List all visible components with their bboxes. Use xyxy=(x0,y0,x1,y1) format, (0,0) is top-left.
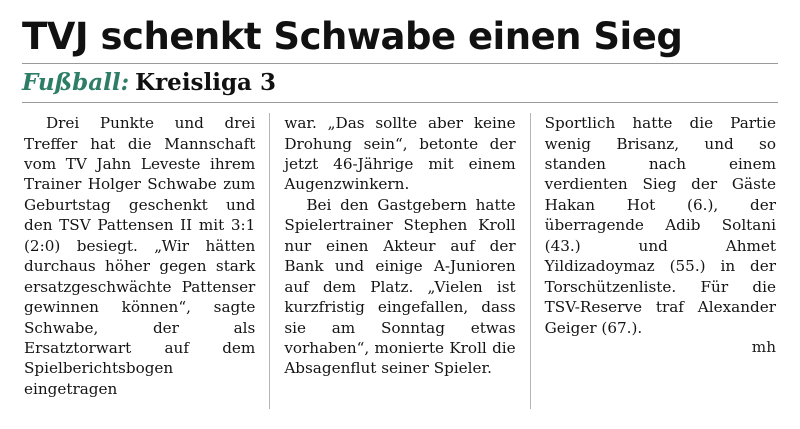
divider-middle xyxy=(22,102,778,103)
kicker-sport: Fußball: xyxy=(22,68,130,96)
kicker-league: Kreisliga 3 xyxy=(135,68,276,96)
paragraph: Drei Punkte und drei Treffer hat die Mannschaft vom TV Jahn Leveste ihrem Trainer Holger Schwabe zum Geburtstag geschenkt und den TSV Pattensen II mit 3:1 (2:0) besiegt. „Wir hätten durchaus höher gegen stark ersatzgeschwächte Pattenser gewinnen können“, sagte Schwabe, der als Ersatztorwart auf dem Spielberichtsbogen eingetragen xyxy=(24,114,256,398)
article-kicker xyxy=(22,70,778,96)
article-column-3 xyxy=(530,113,778,409)
article-columns xyxy=(22,113,778,409)
page-title: TVJ schenkt Schwabe einen Sieg xyxy=(22,15,683,58)
paragraph: war. „Das sollte aber keine Drohung sein“, betonte der jetzt 46-Jährige mit einem Augenzwinkern. xyxy=(284,114,516,194)
divider-top xyxy=(22,63,778,64)
paragraph: Bei den Gastgebern hatte Spielertrainer Stephen Kroll nur einen Akteur auf der Bank und einige A-Junioren auf dem Platz. „Vielen ist kurzfristig eingefallen, dass sie am Sonntag etwas vorhaben“, monierte Kroll die Absagenflut seiner Spieler. xyxy=(284,195,516,378)
byline: mh xyxy=(751,337,776,356)
article-column-2 xyxy=(269,113,529,409)
article-column-1 xyxy=(22,113,269,409)
paragraph: Sportlich hatte die Partie wenig Brisanz, und so standen nach einem verdienten Sieg der Gäste Hakan Hot (6.), der überragende Adib Soltani (43.) und Ahmet Yildizadoymaz (55.) in der Torschützenliste. Für die TSV-Reserve traf Alexander Geiger (67.). xyxy=(544,114,776,337)
